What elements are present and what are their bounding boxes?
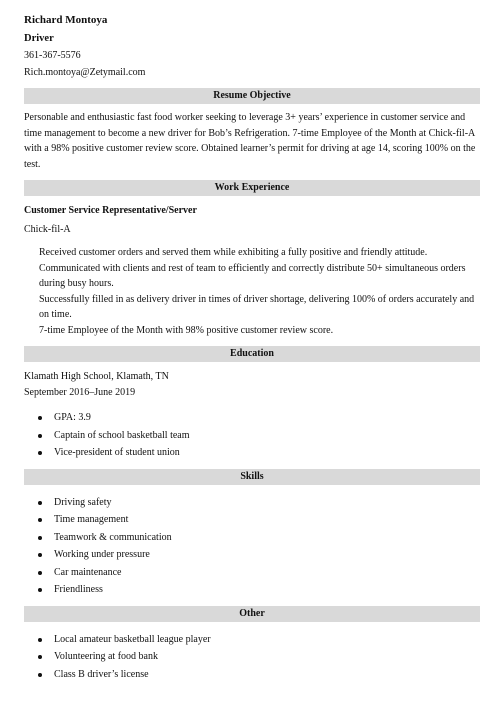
list-item	[24, 445, 478, 461]
skill-item: Car maintenance	[54, 566, 122, 578]
list-item	[24, 649, 478, 665]
bullet-icon	[38, 655, 42, 659]
list-item	[24, 495, 478, 511]
other-item: Class B driver’s license	[54, 668, 149, 680]
section-heading-experience: Work Experience	[24, 180, 480, 196]
objective-text: Personable and enthusiastic fast food worker seeking to leverage 3+ years’ experience in customer service and time management to become a new driver for Bob’s Refrigeration. 7-time Employee of the Month at Chick-fil-A with a 98% positive customer review score. Obtained learner’s permit for driving at age 14, scoring 100% on the test.	[24, 112, 476, 170]
school-name: Klamath High School, Klamath, TN	[24, 371, 169, 383]
section-heading-objective: Resume Objective	[24, 88, 480, 104]
bullet-icon	[38, 451, 42, 455]
duty-item: 7-time Employee of the Month with 98% positive customer review score.	[39, 324, 334, 336]
bullet-icon	[38, 501, 42, 505]
skill-item: Time management	[54, 514, 129, 526]
bullet-icon	[38, 553, 42, 557]
list-item	[24, 530, 478, 546]
candidate-role: Driver	[24, 33, 54, 45]
skills-list	[24, 495, 478, 598]
bullet-icon	[38, 673, 42, 677]
list-item	[24, 410, 478, 426]
other-item: Local amateur basketball league player	[54, 633, 211, 645]
list-item	[24, 632, 478, 648]
list-item	[24, 565, 478, 581]
school-dates: September 2016–June 2019	[24, 386, 136, 398]
education-item: GPA: 3.9	[54, 412, 91, 424]
duty-item: Received customer orders and served them while exhibiting a fully positive and friendly attitude.	[39, 247, 428, 259]
skill-item: Working under pressure	[54, 549, 150, 561]
section-heading-skills: Skills	[24, 469, 480, 485]
education-item: Captain of school basketball team	[54, 429, 190, 441]
skill-item: Teamwork & communication	[54, 531, 172, 543]
skill-item: Driving safety	[54, 496, 112, 508]
employer-name: Chick-fil-A	[24, 223, 71, 235]
list-item	[24, 428, 478, 444]
bullet-icon	[38, 638, 42, 642]
list-item	[24, 667, 478, 683]
bullet-icon	[38, 588, 42, 592]
education-list	[24, 410, 478, 461]
duty-item: Communicated with clients and rest of team to efficiently and correctly distribute 50+ simultaneous orders during busy hours.	[39, 262, 466, 290]
bullet-icon	[38, 434, 42, 438]
other-list	[24, 632, 478, 683]
list-item	[24, 582, 478, 598]
list-item	[24, 512, 478, 528]
education-item: Vice-president of student union	[54, 447, 180, 459]
section-heading-education: Education	[24, 346, 480, 362]
bullet-icon	[38, 518, 42, 522]
duty-item: Successfully filled in as delivery driver in times of driver shortage, delivering 100% of orders accurately and on time.	[39, 293, 475, 321]
section-heading-other: Other	[24, 606, 480, 622]
list-item	[24, 547, 478, 563]
other-item: Volunteering at food bank	[54, 651, 158, 663]
bullet-icon	[38, 416, 42, 420]
bullet-icon	[38, 536, 42, 540]
job-title: Customer Service Representative/Server	[24, 205, 197, 217]
email-address: Rich.montoya@Zetymail.com	[24, 66, 146, 78]
bullet-icon	[38, 571, 42, 575]
phone-number: 361-367-5576	[24, 50, 81, 62]
resume-header	[24, 12, 478, 80]
job-duties	[39, 245, 478, 338]
skill-item: Friendliness	[54, 584, 103, 596]
candidate-name: Richard Montoya	[24, 14, 108, 26]
